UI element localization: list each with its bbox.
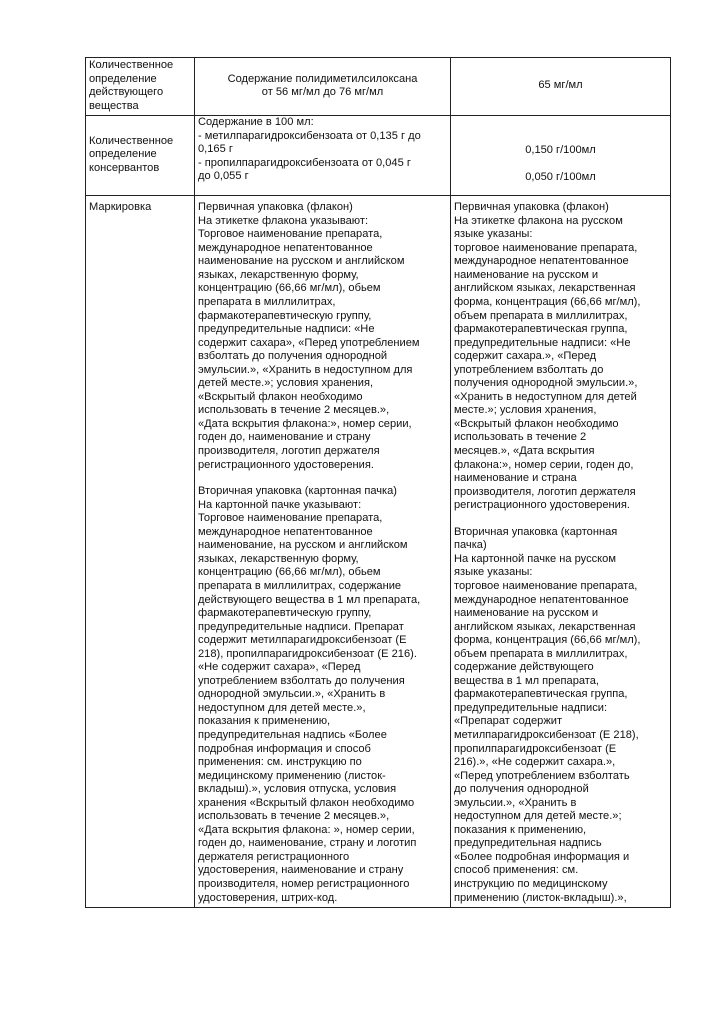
cell-text: Количественное определение консервантов — [89, 134, 174, 174]
requirement-assay-active — [195, 58, 451, 116]
requirement-labeling — [195, 196, 451, 908]
row-label-labeling — [86, 196, 195, 908]
cell-text: Содержание полидиметилсилоксана от 56 мг/мл до 76 мг/мл — [227, 72, 418, 99]
cell-text: Маркировка — [89, 201, 152, 214]
requirement-assay-preservatives — [195, 116, 451, 196]
table-row — [86, 116, 671, 196]
cell-text: Содержание в 100 мл: - метилпарагидроксибензоата от 0,135 г до 0,165 г - пропилпарагидроксибензоата от 0,045 г до 0,055 г — [198, 116, 421, 183]
result-assay-active — [451, 58, 671, 116]
row-label-assay-active — [86, 58, 195, 116]
cell-text: 0,150 г/100мл — [525, 144, 596, 157]
result-assay-preservatives — [451, 116, 671, 196]
cell-text: 0,050 г/100мл — [525, 170, 596, 183]
row-label-assay-preservatives — [86, 116, 195, 196]
result-labeling — [451, 196, 671, 908]
table-row — [86, 58, 671, 116]
primary-packaging-text: Первичная упаковка (флакон) На этикетке флакона указывают: Торговое наименование препарата, международное непатентованное наименование на русском и английском языках, лекарственную форму, концентрацию (66,66 мг/мл), обьем препарата в миллилитрах, фармакотерапевтическую группу, предупредительные надписи: «Не содержит сахара», «Перед употреблением взболтать до получения однородной эмульсии.», «Хранить в недоступном для детей месте.»; условия хранения, «Вскрытый флакон необходимо использовать в течение 2 месяцев.», «Дата вскрытия флакона:», номер серии, годен до, наименование и страну производителя, логотип держателя регистрационного удостоверения. — [198, 201, 420, 471]
secondary-packaging-text: Вторичная упаковка (картонная пачка) На картонной пачке указывают: Торговое наименование препарата, международное непатентованное наименование, на русском и английском языках, лекарственную форму, концентрацию (66,66 мг/мл), обьем препарата в миллилитрах, содержание действующего вещества в 1 мл препарата, фармакотерапевтическую группу, предупредительные надписи. Препарат содержит метилпарагидроксибензоат (Е 218), пропилпарагидроксибензоат (Е 216). «Не содержит сахара», «Перед употреблением взболтать до получения однородной эмульсии.», «Хранить в недоступном для детей месте.», показания к применению, предупредительная надпись «Более подробная информация и способ применения: см. инструкцию по медицинскому применению (листок- вкладыш).», условия отпуска, условия хранения «Вскрытый флакон необходимо использовать в течение 2 месяцев.», «Дата вскрытия флакона: », номер серии, годен до, наименование, страну и логотип держателя регистрационного удостоверения, наименование и страну производителя, номер регистрационного удостоверения, штрих-код. — [198, 485, 421, 904]
cell-text: 65 мг/мл — [538, 79, 583, 92]
cell-text: Количественное определение действующего вещества — [89, 59, 174, 112]
table-row — [86, 196, 671, 908]
primary-packaging-text: Первичная упаковка (флакон) На этикетке флакона на русском языке указаны: торговое наименование препарата, международное непатентованное наименование на русском и английском языках, лекарственная форма, концентрация (66,66 мг/мл), объем препарата в миллилитрах, фармакотерапевтическая группа, предупредительные надписи: «Не содержит сахара.», «Перед употреблением взболтать до получения однородной эмульсии.», «Хранить в недоступном для детей месте.»; условия хранения, «Вскрытый флакон необходимо использовать в течение 2 месяцев.», «Дата вскрытия флакона:», номер серии, годен до, наименование и страна производителя, логотип держателя регистрационного удостоверения. — [454, 201, 641, 512]
secondary-packaging-text: Вторичная упаковка (картонная пачка) На картонной пачке на русском языке указаны: торговое наименование препарата, международное непатентованное наименование на русском и английском языках, лекарственная форма, концентрация (66,66 мг/мл), объем препарата в миллилитрах, содержание действующего вещества в 1 мл препарата, фармакотерапевтическая группа, предупредительные надписи: «Препарат содержит метилпарагидроксибензоат (Е 218), пропилпарагидроксибензоат (Е 216).», «Не содержит сахара.», «Перед употреблением взболтать до получения однородной эмульсии.», «Хранить в недоступном для детей месте.»; показания к применению, предупредительная надпись «Более подробная информация и способ применения: см. инструкцию по медицинскому применению (листок-вкладыш).», — [454, 525, 641, 904]
specification-table — [85, 57, 671, 908]
